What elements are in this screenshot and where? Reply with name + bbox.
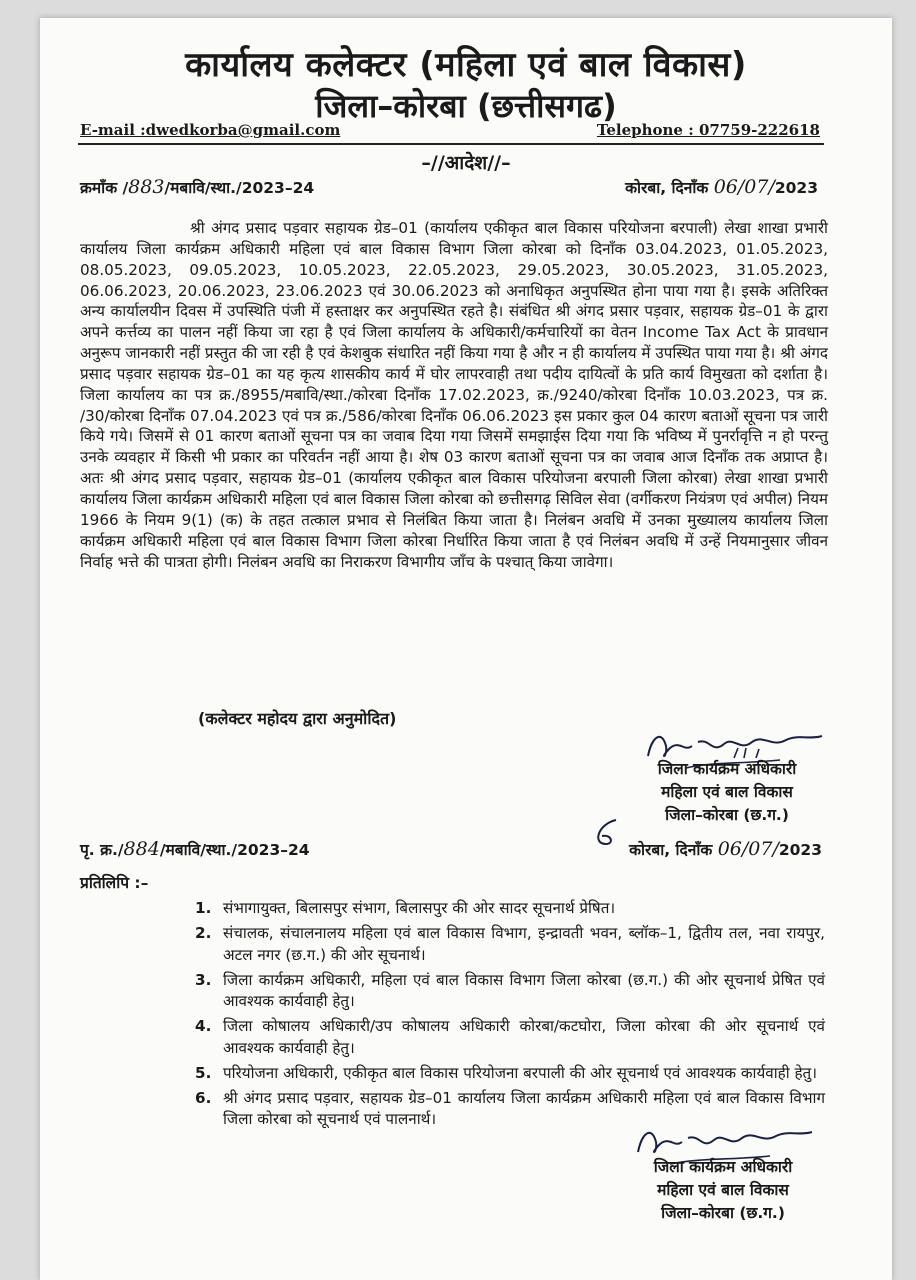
copy-reference bbox=[80, 838, 310, 860]
copy-ref-number: 884 bbox=[123, 838, 160, 860]
order-body: श्री अंगद प्रसाद पड़वार सहायक ग्रेड–01 (कार्यालय एकीकृत बाल विकास परियोजना बरपाली) लेखा शाखा प्रभारी कार्यालय जिला कार्यक्रम अधिकारी महिला एवं बाल विकास विभाग जिला कोरबा को दिनाँक 03.04.2023, 01.05.2023, 08.05.2023, 09.05.2023, 10.05.2023, 22.05.2023, 29.05.2023, 30.05.2023, 31.05.2023, 06.06.2023, 20.06.2023, 23.06.2023 एवं 30.06.2023 को अनाधिकृत अनुपस्थित होना पाया गया है। इसके अतिरिक्त अन्य कार्यालयीन दिवस में उपस्थिति पंजी में हस्ताक्षर कर अनुपस्थित रहते है। संबंधित श्री अंगद प्रसार पड़वार, सहायक ग्रेड–01 के द्वारा अपने कर्त्तव्य का पालन नहीं किया जा रहा है एवं जिला कार्यालय के अधिकारी/कर्मचारियों का वेतन Income Tax Act के प्रावधान अनुरूप जानकारी नहीं प्रस्तुत की जा रही है एवं केशबुक संधारित नहीं किया गया है और न ही कार्यालय में उपस्थित पाया गया है। श्री अंगद प्रसाद पड़वार सहायक ग्रेड–01 का यह कृत्य शासकीय कार्य में घोर लापरवाही तथा पदीय दायित्वों के प्रति कार्य विमुखता को दर्शाता है। जिला कार्यालय का पत्र क्र./8955/मबावि/स्था./कोरबा दिनाँक 17.02.2023, क्र./9240/कोरबा दिनाँक 10.03.2023, पत्र क्र. /30/कोरबा दिनाँक 07.04.2023 एवं पत्र क्र./586/कोरबा दिनाँक 06.06.2023 इस प्रकार कुल 04 कारण बताओं सूचना पत्र जारी किये गये। जिसमें से 01 कारण बताओं सूचना पत्र का जवाब दिया गया जिसमें समझाईस दिया गया कि भविष्य में पुनर्रावृत्ति न हो परन्तु उनके व्यवहार में किसी भी प्रकार का परिवर्तन नहीं आया है। शेष 03 कारण बताओं सूचना पत्र का जवाब आज दिनाँक तक अप्राप्त है। अतः श्री अंगद प्रसाद पड़वार, सहायक ग्रेड–01 (कार्यालय एकीकृत बाल विकास परियोजना बरपाली जिला कोरबा) लेखा शाखा प्रभारी कार्यालय जिला कार्यक्रम अधिकारी महिला एवं बाल विकास जिला कोरबा को छत्तीसगढ़ सिविल सेवा (वर्गीकरण नियंत्रण एवं अपील) नियम 1966 के नियम 9(1) (क) के तहत तत्काल प्रभाव से निलंबित किया जाता है। निलंबन अवधि में उनका मुख्यालय कार्यालय जिला कार्यक्रम अधिकारी महिला एवं बाल विकास विभाग जिला कोरबा निर्धारित किया जाता है एवं निलंबन अवधि में उन्हें नियमानुसार जीवन निर्वाह भत्ते की पात्रता होगी। निलंबन अवधि का निराकरण विभागीय जाँच के पश्चात् किया जावेगा। bbox=[80, 219, 828, 571]
signature-block-2 bbox=[608, 1156, 838, 1225]
order-date bbox=[625, 176, 818, 198]
signatory-designation: जिला कार्यक्रम अधिकारी bbox=[653, 1158, 793, 1176]
approval-note: (कलेक्टर महोदय द्वारा अनुमोदित) bbox=[198, 709, 397, 728]
copy-date-handwritten: 06/07/ bbox=[717, 838, 779, 860]
copy-label: प्रतिलिपि :– bbox=[80, 874, 149, 892]
copy-ref-suffix: /मबावि/स्था./2023–24 bbox=[159, 841, 310, 859]
order-date-year: 2023 bbox=[774, 179, 818, 197]
list-item: 2. संचालक, संचालनालय महिला एवं बाल विकास विभाग, इन्द्रावती भवन, ब्लॉक–1, द्वितीय तल, नवा रायपुर, अटल नगर (छ.ग.) की ओर सूचनार्थ। bbox=[195, 924, 825, 964]
copy-date bbox=[629, 838, 822, 860]
copy-date-prefix: कोरबा, दिनाँक bbox=[629, 841, 713, 859]
copy-date-year: 2023 bbox=[778, 841, 822, 859]
signatory-department: महिला एवं बाल विकास bbox=[657, 1181, 789, 1199]
signatory-district: जिला–कोरबा (छ.ग.) bbox=[665, 806, 789, 824]
signatory-designation: जिला कार्यक्रम अधिकारी bbox=[657, 760, 797, 778]
order-date-prefix: कोरबा, दिनाँक bbox=[625, 179, 709, 197]
list-item: 4. जिला कोषालय अधिकारी/उप कोषालय अधिकारी कोरबा/कटघोरा, जिला कोरबा की ओर सूचनार्थ एवं आवश्यक कार्यवाही हेतु। bbox=[195, 1017, 825, 1057]
list-item: 6. श्री अंगद प्रसाद पड़वार, सहायक ग्रेड–01 कार्यालय जिला कार्यक्रम अधिकारी महिला एवं बाल विकास विभाग जिला कोरबा को सूचनार्थ एवं पालनार्थ। bbox=[195, 1088, 825, 1128]
order-ref-suffix: /मबावि/स्था./2023–24 bbox=[164, 179, 315, 197]
copy-ref-prefix: पृ. क्र./ bbox=[80, 841, 124, 859]
email-line: E-mail :dwedkorba@gmail.com bbox=[80, 121, 341, 139]
order-ref-prefix: क्रमाँक / bbox=[80, 179, 129, 197]
order-heading: –//आदेश//– bbox=[421, 152, 511, 174]
initial-mark bbox=[588, 814, 628, 858]
order-reference bbox=[80, 176, 314, 198]
telephone-line: Telephone : 07759-222618 bbox=[596, 121, 820, 139]
office-title: कार्यालय कलेक्टर (महिला एवं बाल विकास) bbox=[185, 45, 747, 85]
district-title: जिला–कोरबा (छत्तीसगढ) bbox=[315, 87, 617, 125]
list-item: 3. जिला कार्यक्रम अधिकारी, महिला एवं बाल विकास विभाग जिला कोरबा (छ.ग.) की ओर सूचनार्थ प्रेषित एवं आवश्यक कार्यवाही हेतु। bbox=[195, 970, 825, 1010]
order-date-handwritten: 06/07/ bbox=[713, 176, 775, 198]
signature-block-1 bbox=[612, 758, 842, 827]
list-item: 1. संभागायुक्त, बिलासपुर संभाग, बिलासपुर की ओर सादर सूचनार्थ प्रेषित। bbox=[195, 899, 616, 917]
signatory-department: महिला एवं बाल विकास bbox=[661, 783, 793, 801]
list-item: 5. परियोजना अधिकारी, एकीकृत बाल विकास परियोजना बरपाली की ओर सूचनार्थ एवं आवश्यक कार्यवाही हेतु। bbox=[195, 1063, 817, 1082]
order-ref-number: 883 bbox=[128, 176, 165, 198]
header-divider bbox=[78, 143, 824, 145]
copy-list bbox=[195, 898, 825, 1134]
signatory-district: जिला–कोरबा (छ.ग.) bbox=[661, 1204, 785, 1222]
document-page bbox=[40, 18, 892, 1280]
